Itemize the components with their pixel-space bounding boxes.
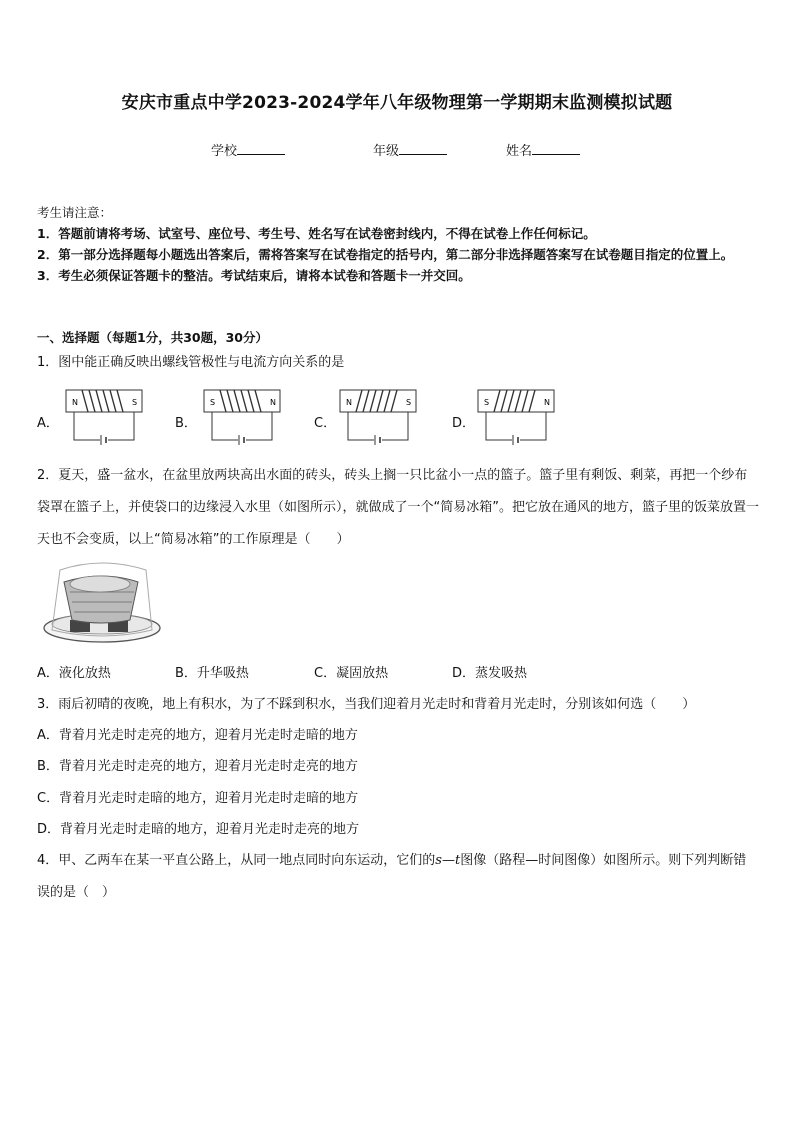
- q1-option-b-label[interactable]: B．: [175, 416, 197, 431]
- grade-field: [373, 140, 447, 159]
- q2-option-b[interactable]: B．升华吸热: [175, 666, 249, 681]
- section-heading: 一、选择题（每题1分，共30题，30分）: [37, 330, 268, 345]
- q4-stem-part2: 图像（路程—时间图像）如图所示。则下列判断错误的是（ ）: [37, 853, 747, 900]
- q1-option-c-label[interactable]: C．: [314, 416, 337, 431]
- notice-item: 2．第一部分选择题每小题选出答案后，需将答案写在试卷指定的括号内，第二部分非选择题答案写在试卷题目指定的位置上。: [37, 247, 734, 262]
- q3-option-c[interactable]: C．背着月光走时走暗的地方，迎着月光走时走暗的地方: [37, 791, 359, 806]
- q3-option-a[interactable]: A．背着月光走时走亮的地方，迎着月光走时走暗的地方: [37, 728, 358, 743]
- school-field: [211, 140, 285, 159]
- pole-label: S: [484, 398, 490, 407]
- notice-item: 3．考生必须保证答题卡的整洁。考试结束后，请将本试卷和答题卡一并交回。: [37, 268, 471, 283]
- q2-option-a[interactable]: A．液化放热: [37, 666, 111, 681]
- q3-option-b[interactable]: B．背着月光走时走亮的地方，迎着月光走时走亮的地方: [37, 759, 358, 774]
- notice-block: [37, 202, 762, 286]
- question-1-stem: 1．图中能正确反映出螺线管极性与电流方向关系的是: [37, 355, 345, 370]
- pole-label: S: [132, 398, 138, 407]
- pole-label: N: [270, 398, 276, 407]
- pole-label: N: [72, 398, 78, 407]
- notice-heading: 考生请注意：: [37, 205, 113, 220]
- question-3-stem: 3．雨后初晴的夜晚，地上有积水，为了不踩到积水，当我们迎着月光走时和背着月光走时，分别该如何选（ ）: [37, 697, 696, 712]
- q1-option-a-label[interactable]: A．: [37, 416, 59, 431]
- name-field: [506, 140, 580, 159]
- school-label: 学校: [211, 144, 238, 159]
- grade-blank[interactable]: [399, 142, 447, 155]
- q3-option-d[interactable]: D．背着月光走时走暗的地方，迎着月光走时走亮的地方: [37, 822, 360, 837]
- school-blank[interactable]: [237, 142, 285, 155]
- q2-option-c[interactable]: C．凝固放热: [314, 666, 389, 681]
- pole-label: N: [544, 398, 550, 407]
- notice-item: 1．答题前请将考场、试室号、座位号、考生号、姓名写在试卷密封线内，不得在试卷上作任何标记。: [37, 226, 596, 241]
- pole-label: S: [406, 398, 412, 407]
- pole-label: S: [210, 398, 216, 407]
- question-2-stem: 2．夏天，盛一盆水，在盆里放两块高出水面的砖头，砖头上搁一只比盆小一点的篮子。篮子里有剩饭、剩菜，再把一个纱布袋罩在篮子上，并使袋口的边缘浸入水里（如图所示），就做成了一个“简易冰箱”。把它放在通风的地方，篮子里的饭菜放置一天也不会变质，以上“简易冰箱”的工作原理是（ ）: [37, 468, 759, 547]
- grade-label: 年级: [373, 144, 400, 159]
- q4-stem-part1: 4．甲、乙两车在某一平直公路上，从同一地点同时向东运动，它们的: [37, 853, 436, 868]
- solenoid-diagram-d: [476, 388, 556, 446]
- page-title: 安庆市重点中学2023-2024学年八年级物理第一学期期末监测模拟试题: [121, 93, 673, 113]
- question-4-stem: [37, 845, 759, 909]
- solenoid-diagram-a: [64, 388, 144, 446]
- pole-label: N: [346, 398, 352, 407]
- solenoid-diagram-b: [202, 388, 282, 446]
- q2-option-d[interactable]: D．蒸发吸热: [452, 666, 528, 681]
- solenoid-diagram-c: [338, 388, 418, 446]
- simple-fridge-illustration: [42, 560, 164, 650]
- name-label: 姓名: [506, 144, 533, 159]
- q4-st-symbol: s—t: [435, 853, 461, 868]
- name-blank[interactable]: [532, 142, 580, 155]
- q1-option-d-label[interactable]: D．: [452, 416, 476, 431]
